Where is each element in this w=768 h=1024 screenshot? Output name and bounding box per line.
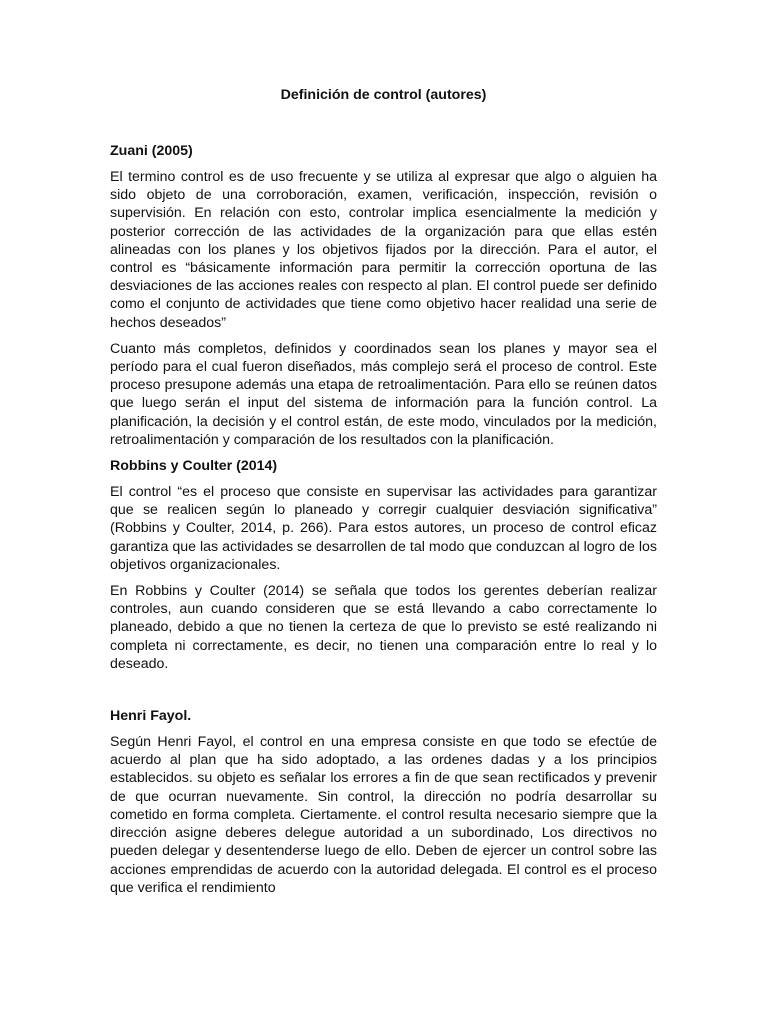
paragraph-henri-fayol-1: Según Henri Fayol, el control en una empresa consiste en que todo se efectúe de acuerdo al plan que ha sido adoptado, a las ordenes dadas y a los principios establecidos. su objeto es señalar los errores a fin de que sean rectificados y prevenir de que ocurran nuevamente. Sin control, la dirección no podría desarrollar su cometido en forma completa. Ciertamente. el control resulta necesario siempre que la dirección asigne deberes delegue autoridad a un subordinado, Los directivos no pueden delegar y desentenderse luego de ello. Deben de ejercer un control sobre las acciones emprendidas de acuerdo con la autoridad delegada. El control es el proceso que verifica el rendimiento: [110, 734, 657, 896]
paragraph-zuani-1: El termino control es de uso frecuente y se utiliza al expresar que algo o alguien ha sido objeto de una corroboración, examen, verificación, inspección, revisión o supervisión. En relación con esto, controlar implica esencialmente la medición y posterior corrección de las actividades de la organización para que ellas estén alineadas con los planes y los objetivos fijados por la dirección. Para el autor, el control es “básicamente información para permitir la corrección oportuna de las desviaciones de las acciones reales con respecto al plan. El control puede ser definido como el conjunto de actividades que tiene como objetivo hacer realidad una serie de hechos deseados”: [110, 169, 657, 331]
paragraph-robbins-coulter-2: En Robbins y Coulter (2014) se señala que todos los gerentes deberían realizar controles, aun cuando consideren que se está llevando a cabo correctamente lo planeado, debido a que no tienen la certeza de que lo previsto se esté realizando ni completa ni correctamente, es decir, no tienen una comparación entre lo real y lo deseado.: [110, 583, 657, 672]
paragraph-zuani-2: Cuanto más completos, definidos y coordinados sean los planes y mayor sea el período para el cual fueron diseñados, más complejo será el proceso de control. Este proceso presupone además una etapa de retroalimentación. Para ello se reúnen datos que luego serán el input del sistema de información para la función control. La planificación, la decisión y el control están, de este modo, vinculados por la medición, retroalimentación y comparación de los resultados con la planificación.: [110, 340, 657, 448]
section-robbins-coulter: [110, 457, 657, 673]
section-henri-fayol: [110, 707, 657, 897]
section-heading-zuani: Zuani (2005): [110, 143, 193, 159]
document-body: [110, 86, 657, 905]
paragraph-robbins-coulter-1: El control “es el proceso que consiste en supervisar las actividades para garantizar que se realicen según lo planeado y corregir cualquier desviación significativa” (Robbins y Coulter, 2014, p. 266). Para estos autores, un proceso de control eficaz garantiza que las actividades se desarrollen de tal modo que conduzcan al logro de los objetivos organizacionales.: [110, 484, 657, 573]
document-title: Definición de control (autores): [280, 87, 487, 103]
section-heading-henri-fayol: Henri Fayol.: [110, 708, 192, 725]
section-zuani: [110, 142, 657, 449]
section-heading-robbins-coulter: Robbins y Coulter (2014): [110, 458, 278, 475]
